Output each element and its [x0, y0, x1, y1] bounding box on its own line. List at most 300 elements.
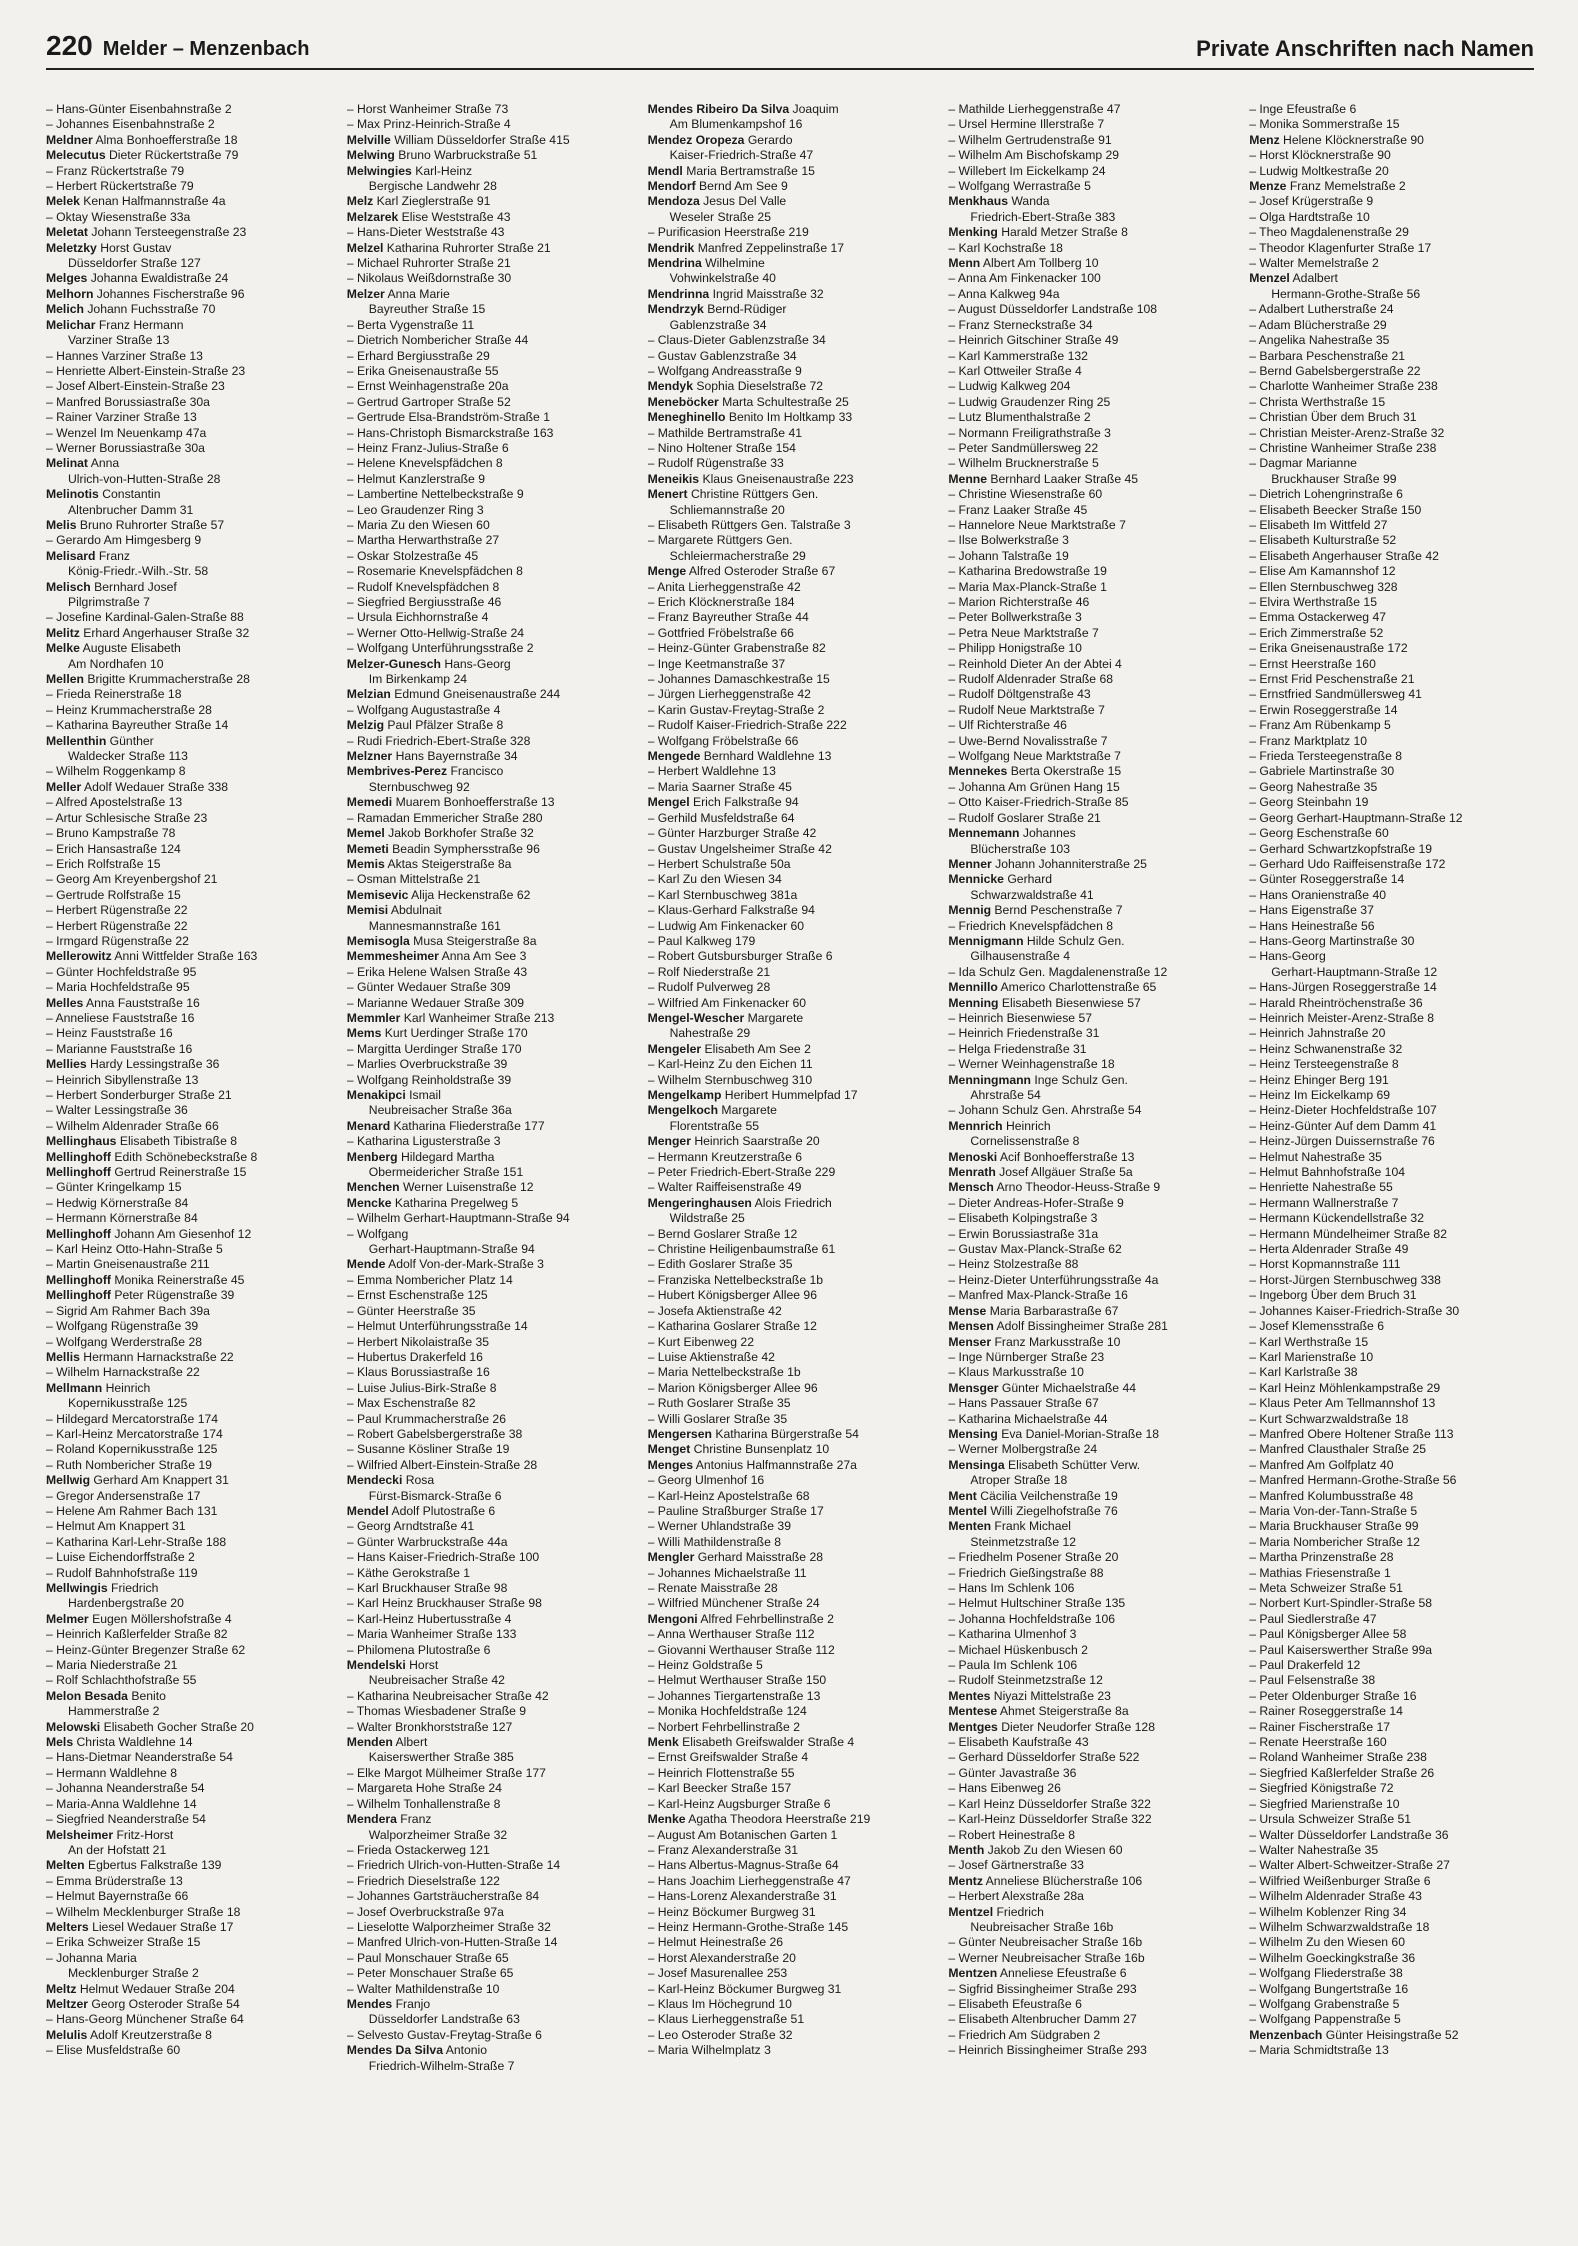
entry-text: Franz Markusstraße 10	[991, 1334, 1121, 1349]
directory-entry	[948, 1304, 1235, 1319]
directory-entry	[347, 1165, 634, 1180]
directory-entry	[347, 1473, 634, 1488]
directory-entry	[347, 826, 634, 841]
entry-text: – Herbert Rügenstraße 22	[46, 918, 188, 933]
entry-text: – Walter Nahestraße 35	[1249, 1842, 1379, 1857]
directory-entry	[1249, 1689, 1536, 1704]
directory-entry	[1249, 395, 1536, 410]
entry-text: Obermeidericher Straße 151	[368, 1165, 524, 1180]
surname: Mende	[346, 1257, 386, 1272]
entry-text: – Erika Schweizer Straße 15	[46, 1935, 201, 1950]
surname: Menzel	[1249, 271, 1290, 286]
directory-entry	[1249, 1304, 1536, 1319]
directory-entry	[1249, 1658, 1536, 1673]
directory-entry	[1249, 1704, 1536, 1719]
entry-text: – Inge Keetmanstraße 37	[647, 656, 786, 671]
directory-entry	[1249, 117, 1536, 132]
entry-text: – Helmut Bahnhofstraße 104	[1249, 1165, 1406, 1180]
entry-text: – Wilhelm Goeckingkstraße 36	[1249, 1950, 1416, 1965]
directory-entry	[347, 1612, 634, 1627]
entry-text: Am Blumenkampshof 16	[669, 117, 803, 132]
surname: Melinat	[46, 456, 88, 471]
entry-text: Musa Steigerstraße 8a	[409, 933, 537, 948]
directory-entry	[948, 533, 1235, 548]
entry-text: – Maria Nettelbeckstraße 1b	[647, 1365, 801, 1380]
surname: Menner	[948, 856, 992, 871]
entry-text: Horst Gustav	[96, 240, 172, 255]
directory-entry	[46, 225, 333, 240]
directory-entry	[46, 1858, 333, 1873]
directory-entry	[1249, 734, 1536, 749]
entry-text: – Emma Ostackerweg 47	[1249, 610, 1387, 625]
directory-entry	[46, 734, 333, 749]
directory-entry	[648, 1905, 935, 1920]
entry-text: – Helmut Unterführungsstraße 14	[346, 1319, 528, 1334]
surname: Mensen	[948, 1319, 994, 1334]
entry-text: – Hedwig Körnerstraße 84	[46, 1195, 189, 1210]
directory-entry	[1249, 194, 1536, 209]
entry-text: – Rainer Fischerstraße 17	[1249, 1719, 1391, 1734]
directory-entry	[948, 472, 1235, 487]
directory-entry	[46, 333, 333, 348]
entry-text: – Karl-Heinz Düsseldorfer Straße 322	[948, 1812, 1152, 1827]
directory-entry	[948, 1935, 1235, 1950]
entry-text: – Luise Eichendorffstraße 2	[46, 1550, 195, 1565]
directory-entry	[46, 1581, 333, 1596]
directory-entry	[347, 1335, 634, 1350]
entry-text: Heinrich Saarstraße 20	[690, 1134, 820, 1149]
entry-text: Johanna Ewaldistraße 24	[87, 271, 229, 286]
directory-entry	[46, 1288, 333, 1303]
directory-entry	[648, 1103, 935, 1118]
surname: Melzel	[346, 240, 384, 255]
entry-text: – Werner Neubreisacher Straße 16b	[948, 1950, 1145, 1965]
entry-text: Erhard Angerhauser Straße 32	[79, 625, 250, 640]
directory-entry	[347, 564, 634, 579]
entry-text: Mecklenburger Straße 2	[68, 1966, 199, 1981]
directory-entry	[648, 1766, 935, 1781]
surname: Menz	[1249, 132, 1280, 147]
directory-entry	[46, 965, 333, 980]
directory-entry	[46, 1365, 333, 1380]
directory-entry	[948, 610, 1235, 625]
page-number: 220	[46, 30, 93, 61]
directory-entry	[46, 441, 333, 456]
entry-text: – Herbert Rügenstraße 22	[46, 903, 188, 918]
directory-entry	[46, 1427, 333, 1442]
entry-text: – Gerhard Düsseldorfer Straße 522	[948, 1750, 1140, 1765]
entry-text: Americo Charlottenstraße 65	[997, 980, 1157, 995]
directory-entry	[1249, 1412, 1536, 1427]
entry-text: Hermann-Grothe-Straße 56	[1271, 286, 1421, 301]
entry-text: Alfred Osteroder Straße 67	[686, 564, 836, 579]
directory-entry	[648, 1920, 935, 1935]
directory-entry	[347, 996, 634, 1011]
directory-entry	[648, 1427, 935, 1442]
directory-entry	[46, 996, 333, 1011]
directory-entry	[948, 949, 1235, 964]
entry-text: Antonius Halfmannstraße 27a	[692, 1457, 857, 1472]
entry-text: – Herbert Waldlehne 13	[647, 764, 776, 779]
entry-text: Arno Theodor-Heuss-Straße 9	[993, 1180, 1161, 1195]
entry-text: – Hans-Dieter Weststraße 43	[346, 225, 505, 240]
directory-entry	[1249, 1442, 1536, 1457]
directory-entry	[948, 194, 1235, 209]
directory-entry	[1249, 1612, 1536, 1627]
directory-entry	[347, 1134, 634, 1149]
surname: Mems	[346, 1026, 382, 1041]
directory-entry	[648, 2012, 935, 2027]
entry-text: – Henriette Albert-Einstein-Straße 23	[46, 363, 246, 378]
directory-entry	[46, 1735, 333, 1750]
surname: Meletzky	[46, 240, 97, 255]
entry-text: – Frieda Reinerstraße 18	[46, 687, 182, 702]
entry-text: – Osman Mittelstraße 21	[346, 872, 481, 887]
entry-text: Bernd-Rüdiger	[703, 302, 787, 317]
directory-entry	[1249, 1073, 1536, 1088]
directory-entry	[46, 1119, 333, 1134]
directory-entry	[46, 1920, 333, 1935]
entry-text: Harald Metzer Straße 8	[997, 225, 1128, 240]
entry-text: – Renate Maisstraße 28	[647, 1581, 778, 1595]
directory-entry	[46, 1535, 333, 1550]
entry-text: – Hans Eigenstraße 37	[1249, 903, 1374, 918]
entry-text: – Heinz Hermann-Grothe-Straße 145	[647, 1919, 849, 1934]
entry-text: – Heinrich Jahnstraße 20	[1249, 1026, 1386, 1041]
surname: Melzian	[346, 687, 391, 702]
directory-entry	[46, 1828, 333, 1843]
directory-entry	[948, 872, 1235, 887]
entry-text: – Hans-Christoph Bismarckstraße 163	[346, 425, 554, 440]
entry-text: – Karl Ottweiler Straße 4	[948, 363, 1082, 378]
entry-text: – Günter Hochfeldstraße 95	[46, 964, 197, 979]
entry-text: – Manfred Borussiastraße 30a	[46, 394, 210, 409]
entry-text: – Claus-Dieter Gablenzstraße 34	[647, 333, 826, 348]
surname: Mennemann	[948, 826, 1020, 841]
entry-text: – Marianne Fauststraße 16	[46, 1041, 193, 1056]
entry-text: – Paul Kaiserswerther Straße 99a	[1249, 1642, 1433, 1657]
directory-entry	[1249, 996, 1536, 1011]
surname: Mentel	[948, 1503, 987, 1518]
directory-entry	[648, 564, 935, 579]
directory-entry	[948, 1828, 1235, 1843]
entry-text: – Johanna Hochfeldstraße 106	[948, 1611, 1116, 1626]
directory-entry	[648, 1658, 935, 1673]
directory-entry	[648, 1843, 935, 1858]
directory-entry	[46, 456, 333, 471]
entry-text: Auguste Elisabeth	[79, 641, 181, 656]
directory-entry	[948, 518, 1235, 533]
directory-entry	[1249, 2043, 1536, 2058]
directory-entry	[1249, 934, 1536, 949]
directory-entry	[347, 795, 634, 810]
entry-text: – Klaus-Gerhard Falkstraße 94	[647, 903, 815, 918]
entry-text: Franz	[95, 548, 130, 563]
entry-text: – Wilfried Albert-Einstein-Straße 28	[346, 1457, 538, 1472]
directory-entry	[1249, 133, 1536, 148]
entry-text: Elisabeth Am See 2	[701, 1041, 811, 1056]
directory-entry	[948, 456, 1235, 471]
entry-text: – Margarete Rüttgers Gen.	[647, 533, 793, 548]
entry-text: Kenan Halfmannstraße 4a	[79, 194, 226, 209]
directory-entry	[648, 1874, 935, 1889]
surname: Mensger	[948, 1380, 999, 1395]
entry-text: Johannes	[1019, 826, 1076, 841]
directory-entry	[1249, 102, 1536, 117]
entry-text: Agatha Theodora Heerstraße 219	[685, 1812, 871, 1827]
entry-text: – Helene Knevelspfädchen 8	[346, 456, 503, 471]
entry-text: – Heinrich Flottenstraße 55	[647, 1765, 795, 1780]
surname: Menne	[948, 471, 987, 486]
entry-text: – Heinrich Sibyllenstraße 13	[46, 1072, 199, 1087]
entry-text: – Martha Herwarthstraße 27	[346, 533, 500, 548]
entry-text: – Rudolf Bahnhofstraße 119	[46, 1565, 198, 1580]
entry-text: Neubreisacher Straße 36a	[368, 1103, 512, 1118]
surname: Mentzel	[948, 1904, 994, 1919]
directory-entry	[46, 1335, 333, 1350]
entry-text: Margarete	[744, 1010, 804, 1025]
entry-text: – Mathilde Lierheggenstraße 47	[948, 102, 1121, 116]
directory-entry	[648, 1519, 935, 1534]
entry-text: – Christine Wanheimer Straße 238	[1249, 440, 1437, 455]
column-2	[347, 102, 634, 2222]
entry-text: Varziner Straße 13	[68, 333, 170, 348]
directory-entry	[347, 533, 634, 548]
surname: Mellwig	[46, 1473, 91, 1488]
entry-text: – Heinz Fauststraße 16	[46, 1026, 173, 1041]
entry-text: – Horst Klöcknerstraße 90	[1249, 148, 1391, 163]
entry-text: Christine Rüttgers Gen.	[687, 487, 819, 502]
directory-entry	[948, 2028, 1235, 2043]
entry-text: – Elisabeth Im Wittfeld 27	[1249, 517, 1388, 532]
entry-text: – Rudolf Pulverweg 28	[647, 980, 771, 995]
surname: Melzer-Gunesch	[346, 656, 441, 671]
entry-text: Constantin	[98, 487, 161, 502]
entry-text: Günther	[106, 733, 154, 748]
entry-text: Muarem Bonhoefferstraße 13	[392, 795, 555, 810]
surname: Menke	[647, 1812, 686, 1827]
directory-entry	[948, 1966, 1235, 1981]
entry-text: – Mathias Friesenstraße 1	[1249, 1565, 1391, 1580]
directory-entry	[648, 102, 935, 117]
directory-entry	[347, 271, 634, 286]
directory-entry	[1249, 965, 1536, 980]
directory-entry	[46, 934, 333, 949]
entry-text: – Heinrich Kaßlerfelder Straße 82	[46, 1627, 228, 1642]
directory-entry	[948, 1396, 1235, 1411]
directory-entry	[948, 410, 1235, 425]
entry-text: Adolf Wedauer Straße 338	[81, 779, 229, 794]
entry-text: – Werner Molbergstraße 24	[948, 1442, 1098, 1457]
directory-entry	[948, 287, 1235, 302]
entry-text: – Hans Kaiser-Friedrich-Straße 100	[346, 1550, 540, 1565]
entry-text: – Ursula Eichhornstraße 4	[346, 610, 489, 625]
directory-entry	[347, 364, 634, 379]
directory-entry	[347, 1011, 634, 1026]
entry-text: Adolf Von-der-Mark-Straße 3	[385, 1257, 544, 1272]
directory-entry	[347, 1689, 634, 1704]
entry-text: – Mathilde Bertramstraße 41	[647, 425, 803, 440]
entry-text: – Karin Gustav-Freytag-Straße 2	[647, 702, 825, 717]
directory-entry	[648, 1812, 935, 1827]
entry-text: – Heinz Ehinger Berg 191	[1249, 1072, 1389, 1087]
directory-entry	[948, 626, 1235, 641]
surname: Mengler	[647, 1550, 695, 1565]
directory-entry	[948, 826, 1235, 841]
surname: Mennrich	[948, 1118, 1003, 1133]
entry-text: – Wolfgang Bungertstraße 16	[1249, 1981, 1409, 1996]
directory-entry	[46, 518, 333, 533]
directory-entry	[948, 1165, 1235, 1180]
entry-text: – Horst Kopmannstraße 111	[1249, 1257, 1401, 1272]
directory-entry	[948, 1612, 1235, 1627]
entry-text: Bruno Warbruckstraße 51	[394, 148, 538, 163]
directory-entry	[347, 225, 634, 240]
directory-entry	[46, 1042, 333, 1057]
entry-text: Benito	[127, 1688, 166, 1703]
surname: Menger	[647, 1134, 691, 1149]
entry-text: – Franz Marktplatz 10	[1249, 733, 1368, 748]
directory-entry	[347, 857, 634, 872]
entry-text: – Sigfrid Bissingheimer Straße 293	[948, 1981, 1137, 1996]
entry-text: – Peter Friedrich-Ebert-Straße 229	[647, 1165, 836, 1180]
entry-text: Günter Heisingstraße 52	[1322, 2027, 1459, 2042]
surname: Mengede	[647, 749, 701, 764]
entry-text: Kaiserswerther Straße 385	[368, 1750, 514, 1765]
entry-text: – Hannes Varziner Straße 13	[46, 348, 203, 363]
surname: Melon Besada	[46, 1688, 128, 1703]
surname: Mellerowitz	[46, 949, 112, 964]
entry-text: – Dietrich Lohengrinstraße 6	[1249, 487, 1403, 502]
directory-entry	[347, 1982, 634, 1997]
entry-text: – Marianne Wedauer Straße 309	[346, 995, 525, 1010]
directory-entry	[648, 1042, 935, 1057]
entry-text: – Elisabeth Altenbrucher Damm 27	[948, 2012, 1137, 2027]
directory-entry	[1249, 379, 1536, 394]
entry-text: – Reinhold Dieter An der Abtei 4	[948, 656, 1122, 671]
directory-entry	[948, 657, 1235, 672]
directory-entry	[1249, 1766, 1536, 1781]
directory-entry	[1249, 564, 1536, 579]
directory-entry	[948, 395, 1235, 410]
entry-text: – Frieda Tersteegenstraße 8	[1249, 749, 1403, 764]
surname: Menkhaus	[948, 194, 1008, 209]
entry-text: – Werner Otto-Hellwig-Straße 24	[346, 625, 525, 640]
directory-entry	[347, 1442, 634, 1457]
entry-text: – Gottfried Fröbelstraße 66	[647, 625, 794, 640]
entry-text: – Hans-Georg Martinstraße 30	[1249, 933, 1415, 948]
surname: Mengel	[647, 795, 690, 810]
entry-text: – Heinz Franz-Julius-Straße 6	[346, 440, 509, 455]
entry-text: Bernhard Josef	[90, 579, 177, 594]
directory-entry	[46, 1011, 333, 1026]
entry-text: – Gustav Ungelsheimer Straße 42	[647, 841, 832, 856]
entry-text: König-Friedr.-Wilh.-Str. 58	[68, 564, 209, 579]
surname: Menn	[948, 256, 981, 271]
entry-text: Mannesmannstraße 161	[368, 918, 501, 933]
directory-entry	[948, 426, 1235, 441]
entry-text: – Adalbert Lutherstraße 24	[1249, 302, 1394, 317]
entry-text: Bernd Peschenstraße 7	[991, 903, 1123, 918]
directory-entry	[46, 595, 333, 610]
directory-entry	[648, 533, 935, 548]
directory-entry	[347, 1319, 634, 1334]
directory-entry	[46, 117, 333, 132]
directory-entry	[347, 1057, 634, 1072]
entry-text: – Christian Meister-Arenz-Straße 32	[1249, 425, 1445, 440]
entry-text: – Friedrich Gießingstraße 88	[948, 1565, 1104, 1580]
directory-entry	[648, 1011, 935, 1026]
entry-text: – Elisabeth Kolpingstraße 3	[948, 1211, 1098, 1226]
entry-text: – Hans-Dietmar Neanderstraße 54	[46, 1750, 233, 1765]
entry-text: – Johannes Damaschkestraße 15	[647, 672, 830, 687]
directory-entry	[648, 1458, 935, 1473]
entry-text: Egbertus Falkstraße 139	[84, 1858, 222, 1873]
entry-text: – Heinz Tersteegenstraße 8	[1249, 1057, 1399, 1072]
directory-entry	[347, 1227, 634, 1242]
directory-entry	[948, 318, 1235, 333]
directory-entry	[948, 179, 1235, 194]
directory-entry	[347, 410, 634, 425]
directory-entry	[1249, 487, 1536, 502]
entry-text: – Paul Monschauer Straße 65	[346, 1950, 509, 1965]
entry-text: – Erich Rolfstraße 15	[46, 856, 161, 871]
entry-text: – Franz Rückertstraße 79	[46, 163, 185, 178]
directory-entry	[46, 749, 333, 764]
entry-text: – Johanna Am Grünen Hang 15	[948, 779, 1120, 794]
directory-entry	[948, 1257, 1235, 1272]
entry-text: – Wolfgang Fröbelstraße 66	[647, 733, 799, 748]
entry-text: – Anna Kalkweg 94a	[948, 286, 1060, 301]
entry-text: – Ilse Bolwerkstraße 3	[948, 533, 1069, 548]
directory-entry	[648, 318, 935, 333]
entry-text: Brigitte Krummacherstraße 28	[83, 672, 250, 687]
directory-entry	[1249, 780, 1536, 795]
entry-text: – Robert Heinestraße 8	[948, 1827, 1076, 1842]
directory-entry	[948, 980, 1235, 995]
entry-text: – Wilfried Münchener Straße 24	[647, 1596, 820, 1611]
directory-entry	[1249, 795, 1536, 810]
directory-entry	[1249, 333, 1536, 348]
directory-entry	[46, 657, 333, 672]
directory-entry	[948, 1519, 1235, 1534]
directory-entry	[347, 487, 634, 502]
entry-text: – Erich Zimmerstraße 52	[1249, 625, 1384, 640]
entry-text: Albert Am Tollberg 10	[980, 256, 1099, 271]
directory-entry	[347, 1889, 634, 1904]
entry-text: – Henriette Nahestraße 55	[1249, 1180, 1393, 1195]
directory-entry	[648, 1504, 935, 1519]
entry-text: William Düsseldorfer Straße 415	[390, 132, 570, 147]
directory-entry	[648, 1704, 935, 1719]
directory-entry	[648, 703, 935, 718]
entry-text: – Ernst Heerstraße 160	[1249, 656, 1376, 671]
entry-text: Rosa	[402, 1473, 435, 1488]
entry-text: – Franz Am Rübenkamp 5	[1249, 718, 1391, 733]
directory-entry	[1249, 1889, 1536, 1904]
directory-entry	[1249, 1735, 1536, 1750]
entry-text: Elisabeth Biesenwiese 57	[998, 995, 1141, 1010]
surname: Melz	[346, 194, 374, 209]
entry-text: – Wilhelm Aldenrader Straße 66	[46, 1118, 219, 1133]
directory-entry	[648, 1750, 935, 1765]
directory-entry	[648, 580, 935, 595]
directory-entry	[648, 1319, 935, 1334]
directory-entry	[46, 1396, 333, 1411]
entry-text: – Heinrich Friedenstraße 31	[948, 1026, 1100, 1041]
entry-text: – Uwe-Bernd Novalisstraße 7	[948, 733, 1108, 748]
entry-text: – Karl Kammerstraße 132	[948, 348, 1088, 363]
